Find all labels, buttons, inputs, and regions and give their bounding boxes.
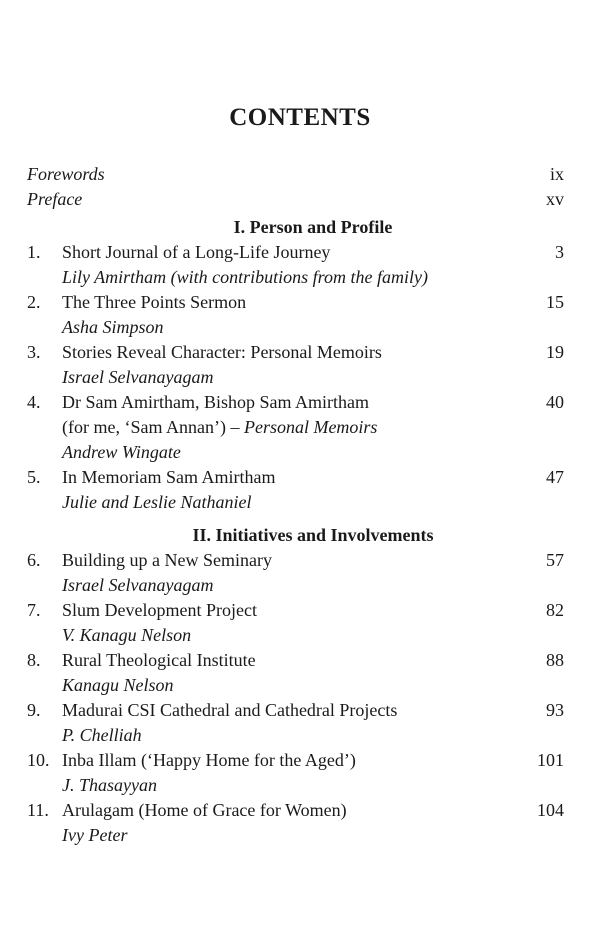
entry-title: In Memoriam Sam Amirtham (62, 467, 276, 487)
table-of-contents (27, 162, 564, 848)
page-number: 15 (546, 292, 564, 312)
entry-author-row (27, 573, 564, 598)
entry-author-row (27, 773, 564, 798)
section-heading: I. Person and Profile (233, 217, 393, 237)
toc-entry[interactable] (27, 748, 564, 773)
entry-author: Asha Simpson (62, 317, 164, 337)
entry-title: The Three Points Sermon (62, 292, 247, 312)
entry-title: Building up a New Seminary (62, 550, 272, 570)
entry-title: Slum Development Project (62, 600, 257, 620)
entry-title: Inba Illam (‘Happy Home for the Aged’) (62, 750, 356, 770)
entry-number: 10. (27, 750, 50, 770)
page-number: 19 (546, 342, 564, 362)
entry-title-continued (27, 415, 564, 440)
entry-author-row (27, 823, 564, 848)
entry-number: 3. (27, 342, 41, 362)
page-number: ix (549, 164, 564, 184)
entry-author-row (27, 673, 564, 698)
toc-entry[interactable] (27, 698, 564, 723)
page-number: 40 (546, 392, 564, 412)
entry-author: Kanagu Nelson (62, 675, 174, 695)
toc-entry[interactable] (27, 548, 564, 573)
page-number: 3 (555, 242, 564, 262)
entry-author-row (27, 265, 564, 290)
entry-title: Rural Theological Institute (62, 650, 256, 670)
entry-title-line2 (62, 415, 377, 440)
page-number: xv (546, 189, 564, 209)
entry-number: 1. (27, 242, 41, 262)
entry-number: 6. (27, 550, 41, 570)
entry-author: Ivy Peter (62, 825, 128, 845)
entry-author-row (27, 365, 564, 390)
entry-title: Stories Reveal Character: Personal Memoirs (62, 342, 382, 362)
entry-author: Lily Amirtham (with contributions from the family) (62, 267, 428, 287)
entry-author-row (27, 623, 564, 648)
entry-number: 5. (27, 467, 41, 487)
entry-title: Dr Sam Amirtham, Bishop Sam Amirtham (62, 392, 369, 412)
toc-entry[interactable] (27, 290, 564, 315)
section-heading: II. Initiatives and Involvements (192, 525, 434, 545)
page-number: 82 (546, 600, 564, 620)
entry-author-row (27, 723, 564, 748)
toc-entry[interactable] (27, 798, 564, 823)
page-title: CONTENTS (229, 104, 371, 131)
entry-title-line2-prefix: (for me, ‘Sam Annan’) – (62, 417, 244, 437)
page-number: 88 (546, 650, 564, 670)
page-number: 47 (546, 467, 564, 487)
entry-number: 9. (27, 700, 41, 720)
page-number: 57 (546, 550, 564, 570)
entry-author: Israel Selvanayagam (62, 367, 214, 387)
entry-number: 11. (27, 800, 49, 820)
entry-author-row (27, 490, 564, 515)
entry-author: P. Chelliah (62, 725, 142, 745)
toc-entry[interactable] (27, 598, 564, 623)
page-number: 101 (537, 750, 564, 770)
entry-number: 7. (27, 600, 41, 620)
entry-title: Short Journal of a Long-Life Journey (62, 242, 331, 262)
entry-author: Julie and Leslie Nathaniel (62, 492, 252, 512)
entry-title: Preface (27, 189, 83, 209)
entry-author-row (27, 315, 564, 340)
entry-author: Israel Selvanayagam (62, 575, 214, 595)
toc-entry[interactable] (27, 390, 564, 415)
toc-entry[interactable] (27, 648, 564, 673)
toc-entry[interactable] (27, 240, 564, 265)
toc-entry-preface[interactable] (27, 187, 564, 212)
entry-author-row (27, 440, 564, 465)
entry-title: Madurai CSI Cathedral and Cathedral Projects (62, 700, 398, 720)
entry-number: 2. (27, 292, 41, 312)
entry-title: Forewords (27, 164, 105, 184)
entry-author: J. Thasayyan (62, 775, 157, 795)
entry-title: Arulagam (Home of Grace for Women) (62, 800, 347, 820)
toc-entry[interactable] (27, 340, 564, 365)
toc-entry-forewords[interactable] (27, 162, 564, 187)
entry-author: V. Kanagu Nelson (62, 625, 192, 645)
entry-number: 8. (27, 650, 41, 670)
page-number: 93 (546, 700, 564, 720)
toc-entry[interactable] (27, 465, 564, 490)
entry-title-line2-italic: Personal Memoirs (243, 417, 378, 437)
page-number: 104 (537, 800, 564, 820)
entry-author: Andrew Wingate (62, 442, 181, 462)
entry-number: 4. (27, 392, 41, 412)
